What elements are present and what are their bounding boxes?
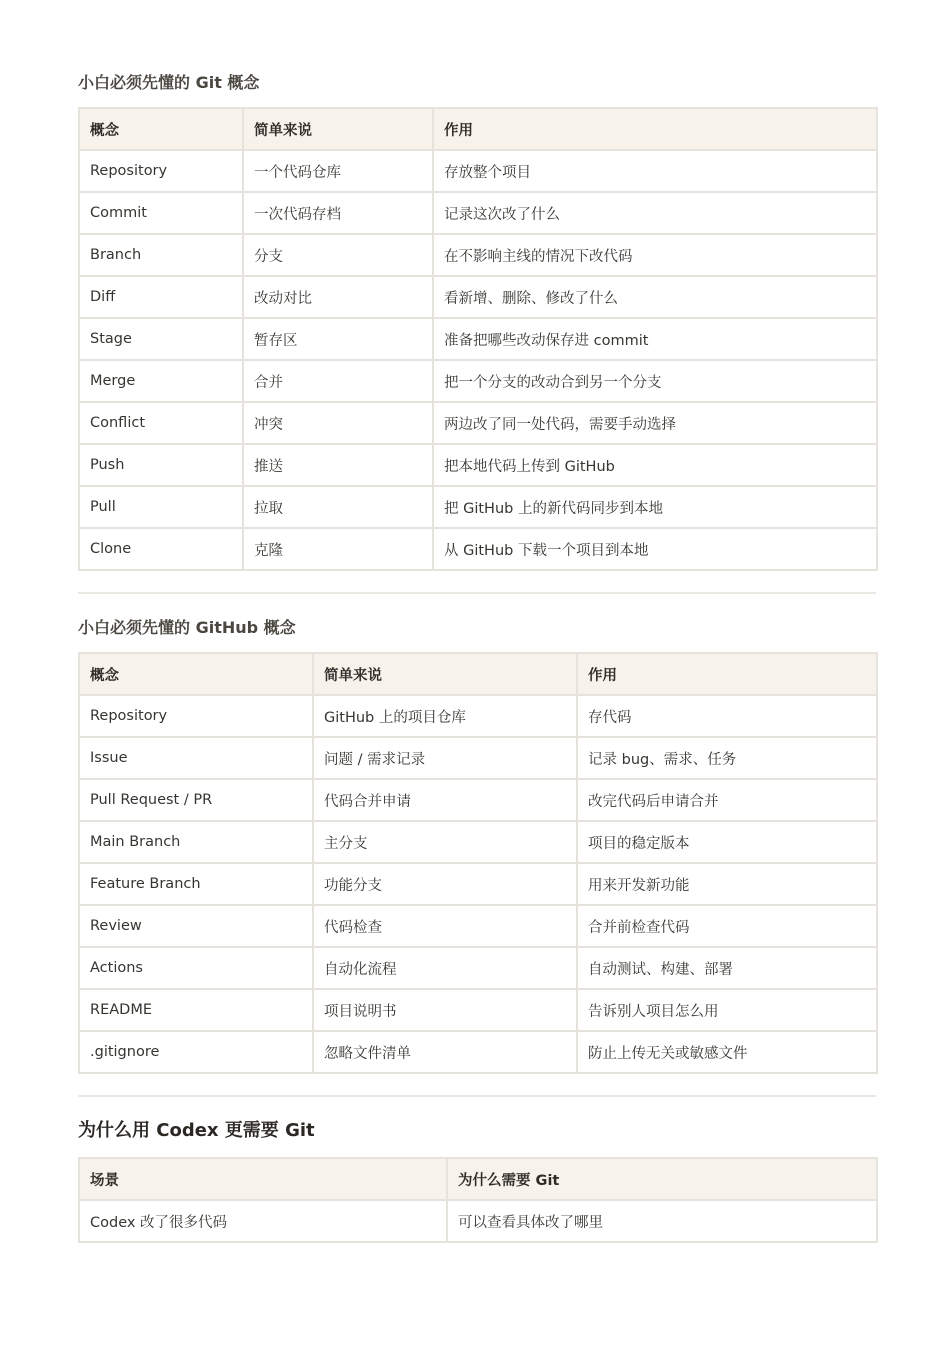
- purpose-cell: 看新增、删除、修改了什么: [433, 276, 877, 318]
- table-row: [79, 947, 877, 989]
- table-row: [79, 779, 877, 821]
- purpose-cell: 把本地代码上传到 GitHub: [433, 444, 877, 486]
- concept-cell: Review: [79, 905, 313, 947]
- concept-cell: Feature Branch: [79, 863, 313, 905]
- scenario-cell: Codex 改了很多代码: [79, 1200, 447, 1242]
- table-row: [79, 402, 877, 444]
- column-header-reason: 为什么需要 Git: [447, 1158, 877, 1200]
- table-row: [79, 276, 877, 318]
- purpose-cell: 记录 bug、需求、任务: [577, 737, 877, 779]
- column-header-concept: 概念: [79, 108, 243, 150]
- section-divider: [78, 1095, 876, 1097]
- github-concepts-table: [78, 652, 878, 1074]
- purpose-cell: 存放整个项目: [433, 150, 877, 192]
- purpose-cell: 在不影响主线的情况下改代码: [433, 234, 877, 276]
- purpose-cell: 自动测试、构建、部署: [577, 947, 877, 989]
- codex-git-title: 为什么用 Codex 更需要 Git: [78, 1120, 315, 1141]
- summary-cell: 代码检查: [313, 905, 577, 947]
- github-concepts-title: 小白必须先懂的 GitHub 概念: [78, 618, 296, 637]
- summary-cell: 忽略文件清单: [313, 1031, 577, 1073]
- column-header-summary: 简单来说: [243, 108, 433, 150]
- purpose-cell: 防止上传无关或敏感文件: [577, 1031, 877, 1073]
- table-row: [79, 989, 877, 1031]
- table-row: [79, 737, 877, 779]
- summary-cell: 一次代码存档: [243, 192, 433, 234]
- table-row: [79, 360, 877, 402]
- git-table-body: [79, 150, 877, 570]
- section-divider: [78, 592, 876, 594]
- purpose-cell: 改完代码后申请合并: [577, 779, 877, 821]
- table-row: [79, 486, 877, 528]
- purpose-cell: 告诉别人项目怎么用: [577, 989, 877, 1031]
- table-row: [79, 192, 877, 234]
- table-row: [79, 318, 877, 360]
- summary-cell: 拉取: [243, 486, 433, 528]
- table-row: [79, 150, 877, 192]
- concept-cell: Actions: [79, 947, 313, 989]
- summary-cell: 冲突: [243, 402, 433, 444]
- column-header-scenario: 场景: [79, 1158, 447, 1200]
- purpose-cell: 合并前检查代码: [577, 905, 877, 947]
- purpose-cell: 把一个分支的改动合到另一个分支: [433, 360, 877, 402]
- codex-git-table: [78, 1157, 878, 1243]
- purpose-cell: 用来开发新功能: [577, 863, 877, 905]
- purpose-cell: 记录这次改了什么: [433, 192, 877, 234]
- purpose-cell: 把 GitHub 上的新代码同步到本地: [433, 486, 877, 528]
- summary-cell: 功能分支: [313, 863, 577, 905]
- table-row: [79, 234, 877, 276]
- column-header-purpose: 作用: [577, 653, 877, 695]
- table-row: [79, 695, 877, 737]
- summary-cell: 项目说明书: [313, 989, 577, 1031]
- table-row: [79, 1031, 877, 1073]
- summary-cell: 问题 / 需求记录: [313, 737, 577, 779]
- purpose-cell: 项目的稳定版本: [577, 821, 877, 863]
- concept-cell: Main Branch: [79, 821, 313, 863]
- table-row: [79, 1200, 877, 1242]
- table-header-row: [79, 108, 877, 150]
- concept-cell: Pull Request / PR: [79, 779, 313, 821]
- summary-cell: 暂存区: [243, 318, 433, 360]
- git-concepts-section: [78, 73, 876, 571]
- summary-cell: 克隆: [243, 528, 433, 570]
- purpose-cell: 从 GitHub 下载一个项目到本地: [433, 528, 877, 570]
- purpose-cell: 准备把哪些改动保存进 commit: [433, 318, 877, 360]
- github-table-body: [79, 695, 877, 1073]
- concept-cell: Pull: [79, 486, 243, 528]
- summary-cell: 代码合并申请: [313, 779, 577, 821]
- table-header-row: [79, 1158, 877, 1200]
- concept-cell: Repository: [79, 695, 313, 737]
- codex-table-body: [79, 1200, 877, 1242]
- summary-cell: 一个代码仓库: [243, 150, 433, 192]
- table-row: [79, 528, 877, 570]
- concept-cell: Repository: [79, 150, 243, 192]
- concept-cell: Push: [79, 444, 243, 486]
- concept-cell: Stage: [79, 318, 243, 360]
- concept-cell: Merge: [79, 360, 243, 402]
- column-header-concept: 概念: [79, 653, 313, 695]
- concept-cell: Issue: [79, 737, 313, 779]
- summary-cell: 改动对比: [243, 276, 433, 318]
- table-row: [79, 821, 877, 863]
- table-header-row: [79, 653, 877, 695]
- summary-cell: 分支: [243, 234, 433, 276]
- concept-cell: Clone: [79, 528, 243, 570]
- concept-cell: Commit: [79, 192, 243, 234]
- table-row: [79, 863, 877, 905]
- github-concepts-section: [78, 618, 876, 1074]
- git-concepts-table: [78, 107, 878, 571]
- purpose-cell: 两边改了同一处代码，需要手动选择: [433, 402, 877, 444]
- purpose-cell: 存代码: [577, 695, 877, 737]
- concept-cell: Diff: [79, 276, 243, 318]
- table-row: [79, 444, 877, 486]
- table-row: [79, 905, 877, 947]
- summary-cell: 推送: [243, 444, 433, 486]
- codex-git-section: [78, 1120, 876, 1243]
- column-header-summary: 简单来说: [313, 653, 577, 695]
- concept-cell: Conflict: [79, 402, 243, 444]
- concept-cell: .gitignore: [79, 1031, 313, 1073]
- summary-cell: 自动化流程: [313, 947, 577, 989]
- summary-cell: 合并: [243, 360, 433, 402]
- column-header-purpose: 作用: [433, 108, 877, 150]
- git-concepts-title: 小白必须先懂的 Git 概念: [78, 73, 260, 92]
- concept-cell: Branch: [79, 234, 243, 276]
- summary-cell: GitHub 上的项目仓库: [313, 695, 577, 737]
- summary-cell: 主分支: [313, 821, 577, 863]
- concept-cell: README: [79, 989, 313, 1031]
- reason-cell: 可以查看具体改了哪里: [447, 1200, 877, 1242]
